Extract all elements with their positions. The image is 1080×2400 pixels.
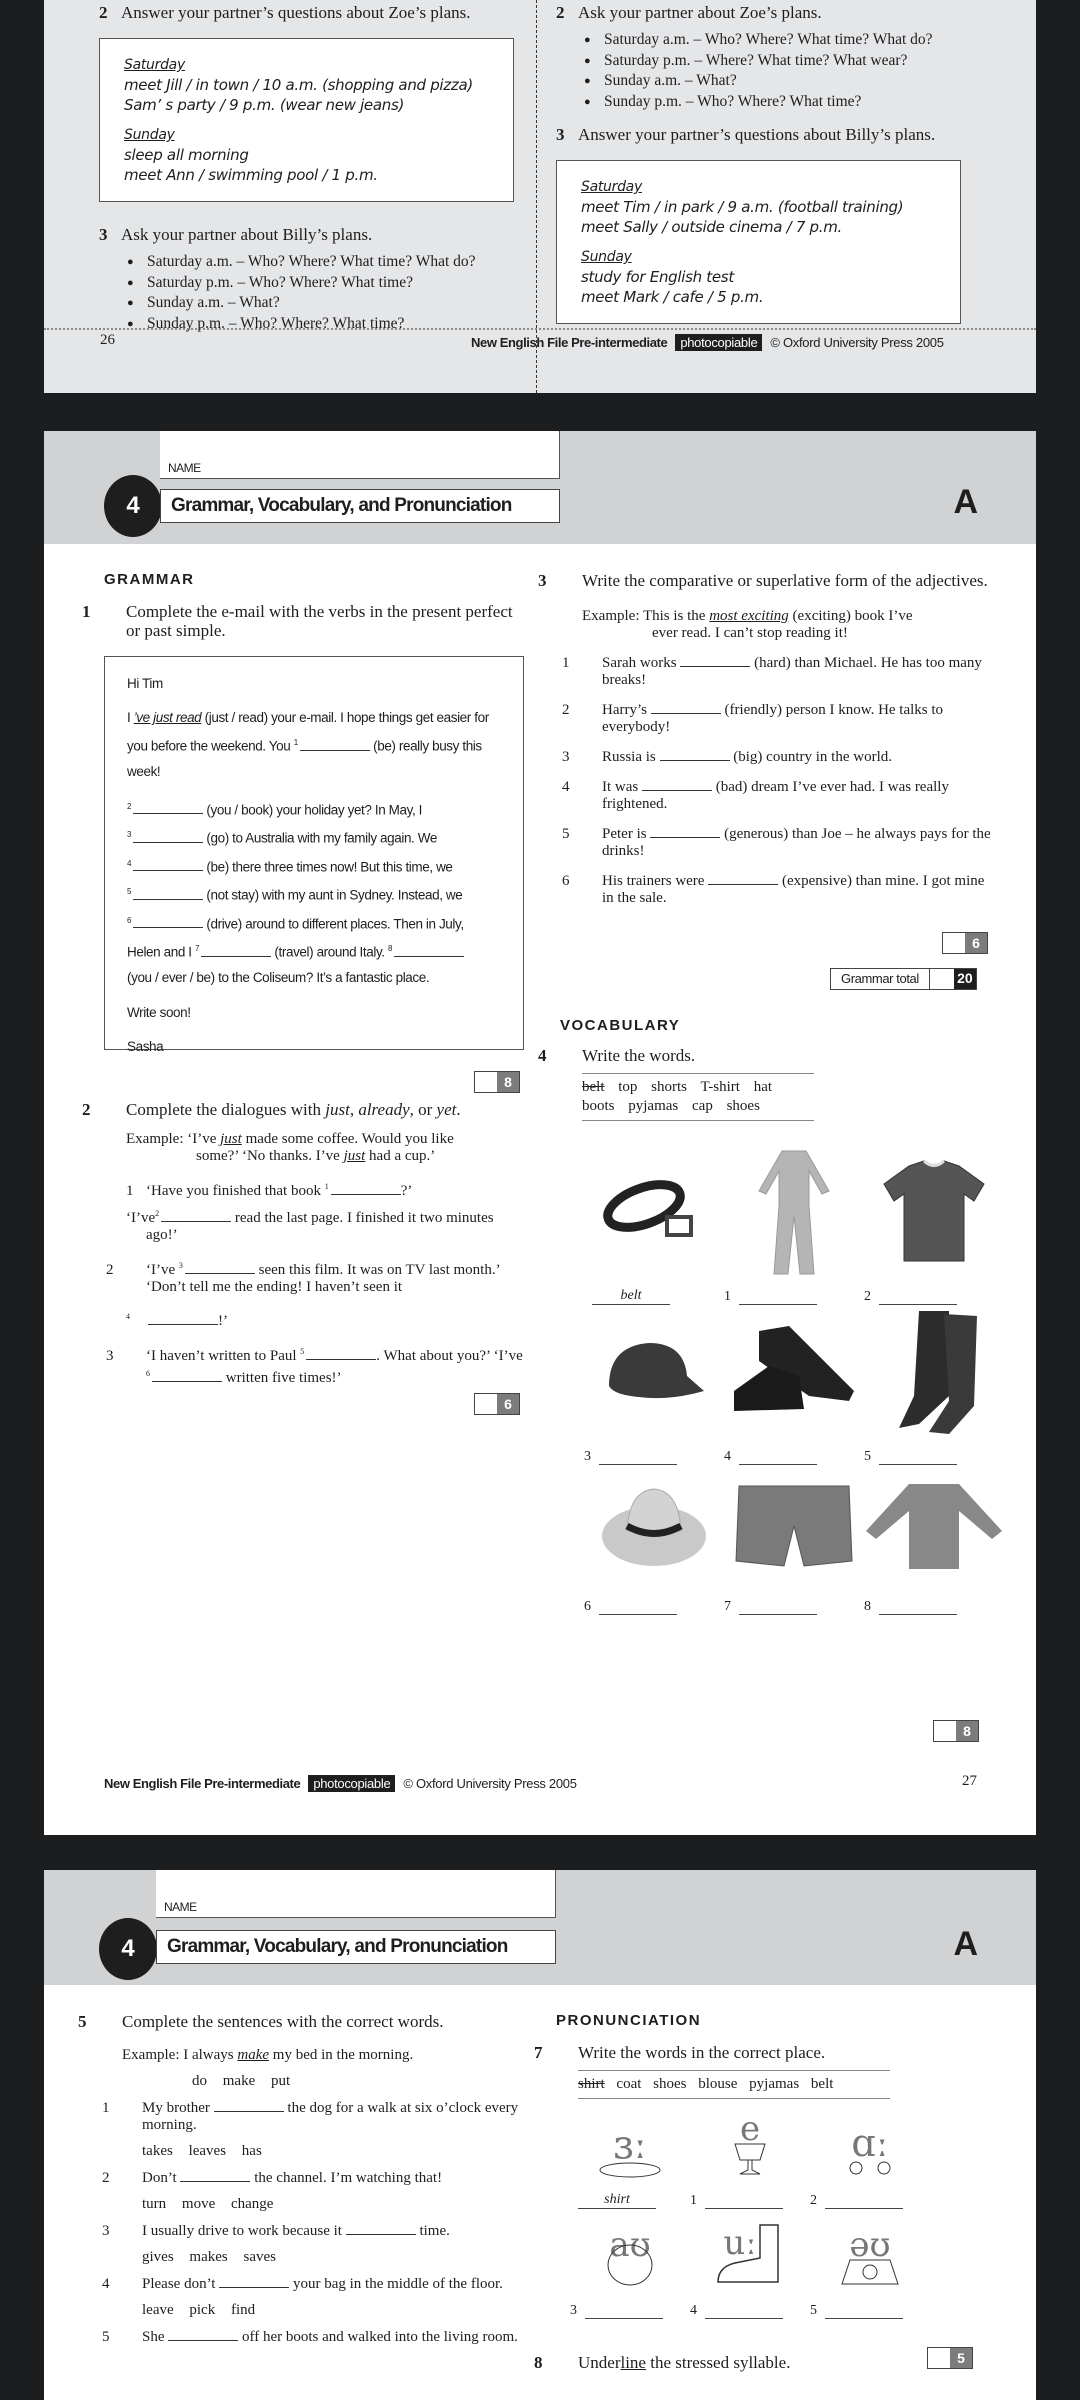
email-line: $^2$ (you / book) your holiday yet? In May, I — [127, 801, 423, 817]
answer-blank[interactable]: shirt — [578, 2193, 656, 2209]
answer-blank-8[interactable] — [394, 945, 464, 957]
zoe-question-list — [584, 30, 996, 112]
vocabulary-picture-grid — [584, 1151, 1004, 1621]
adjective-item: 5 Peter is (generous) than Joe – he always pays for the drinks! — [562, 826, 991, 859]
email-line: (you / ever / be) to the Coliseum? It’s a fantastic place. — [127, 969, 430, 985]
task-5-example: Example: I always make my bed in the morning. — [122, 2047, 414, 2063]
worksheet-header — [44, 1870, 1036, 1985]
task-7-instruction: 7 Write the words in the correct place. — [534, 2043, 826, 2062]
adjective-item: 3 Russia is (big) country in the world. — [562, 749, 892, 765]
answer-blank[interactable] — [331, 1183, 401, 1195]
picture-label — [570, 2185, 690, 2215]
list-item: ● Sunday p.m. – Who? Where? What time? — [584, 92, 996, 113]
sunday-label: Sunday — [581, 249, 632, 265]
picture-label: 1 — [690, 2185, 810, 2215]
task-2-score-box[interactable]: 6 — [474, 1393, 520, 1415]
list-item: ● Saturday p.m. – Who? Where? What time? — [127, 273, 569, 294]
worksheet-page-27 — [44, 431, 1036, 1835]
tshirt-image — [864, 1151, 1004, 1271]
answer-blank[interactable] — [705, 2303, 783, 2319]
picture-label: 3 — [570, 2295, 690, 2325]
dialogue-item: 2 ‘I’ve $^3$ seen this film. It was on TV last month.’ ‘Don’t tell me the ending! I haven’t seen it 4 !’ — [106, 1261, 500, 1329]
answer-blank[interactable] — [219, 2276, 289, 2288]
word-choices: do make put — [192, 2073, 291, 2089]
billy-question-list — [127, 252, 569, 334]
picture-label: 2 — [864, 1271, 1004, 1311]
answer-blank[interactable] — [152, 1370, 222, 1382]
task-2-heading: 2 Answer your partner’s questions about Zoe’s plans. — [99, 3, 471, 22]
footer: New English File Pre-intermediate photocopiable © Oxford University Press 2005 — [471, 335, 944, 350]
email-line: Helen and I $^7$ (travel) around Italy. $^8$ — [127, 936, 499, 965]
answer-blank[interactable] — [180, 2170, 250, 2182]
grammar-section-title: GRAMMAR — [104, 571, 195, 588]
answer-blank[interactable] — [306, 1348, 376, 1360]
egg-sound-image — [690, 2105, 810, 2185]
answer-blank[interactable] — [739, 1289, 817, 1305]
adjective-item: 6 His trainers were (expensive) than mine. I got mine in the sale. — [562, 873, 985, 906]
word-choices: turn move change — [142, 2196, 274, 2212]
svg-text:ɜː: ɜː — [613, 2122, 647, 2168]
adjective-item: 1 Sarah works (hard) than Michael. He has too many breaks! — [562, 655, 982, 688]
answer-blank[interactable] — [708, 873, 778, 885]
unit-badge: 4 — [99, 1918, 157, 1980]
answer-blank[interactable] — [879, 1289, 957, 1305]
footer: New English File Pre-intermediate photocopiable © Oxford University Press 2005 — [104, 1776, 577, 1791]
answer-blank-1[interactable] — [300, 739, 370, 751]
plan-line: study for English test — [581, 268, 734, 286]
sunday-label: Sunday — [124, 127, 175, 143]
email-line: $^3$ (go) to Australia with my family again. We — [127, 830, 437, 846]
worksheet-page-28 — [44, 1870, 1036, 2400]
picture-label: 8 — [864, 1581, 1004, 1621]
sentence-item: 1 My brother the dog for a walk at six o’clock every morning. — [102, 2100, 519, 2133]
answer-blank[interactable] — [879, 1599, 957, 1615]
task-2-example: Example: ‘I’ve just made some coffee. Would you like some?’ ‘No thanks. I’ve just had a cup.’ — [126, 1131, 454, 1164]
picture-label: 5 — [864, 1431, 1004, 1471]
belt-image — [584, 1151, 724, 1271]
hat-image — [584, 1471, 724, 1581]
answer-blank[interactable] — [660, 749, 730, 761]
task-3-score-box[interactable]: 6 — [942, 932, 988, 954]
adjective-item: 2 Harry’s (friendly) person I know. He talks to everybody! — [562, 702, 944, 735]
list-item: ● Sunday p.m. – Who? Where? What time? — [127, 314, 569, 335]
email-lines — [127, 794, 499, 990]
answer-blank[interactable] — [879, 1449, 957, 1465]
plan-line: sleep all morning — [124, 146, 249, 164]
list-item: ● Saturday a.m. – Who? Where? What time? What do? — [584, 30, 996, 51]
answer-blank[interactable] — [599, 1599, 677, 1615]
left-column — [78, 2012, 540, 2346]
list-item: ● Saturday a.m. – Who? Where? What time? What do? — [127, 252, 569, 273]
dialogue-item: 3 ‘I haven’t written to Paul $^5$ . What about you?’ ‘I’ve $^6$ written five times!’ — [106, 1347, 523, 1386]
boot-sound-image — [690, 2215, 810, 2295]
word-choices: gives makes saves — [142, 2249, 276, 2265]
student-a-column — [99, 0, 569, 334]
car-sound-image — [810, 2105, 930, 2185]
list-item: ● Sunday a.m. – What? — [584, 71, 996, 92]
example-answer: ’ve just read — [133, 710, 202, 725]
worksheet-header — [44, 431, 1036, 544]
picture-label — [584, 1271, 724, 1311]
top-image — [864, 1471, 1004, 1581]
photocopiable-badge: photocopiable — [675, 334, 762, 351]
answer-blank[interactable]: belt — [592, 1289, 670, 1305]
answer-blank-3[interactable] — [133, 831, 203, 843]
plan-line: meet Sally / outside cinema / 7 p.m. — [581, 218, 843, 236]
email-paragraph: I ’ve just read (just / read) your e-mail. I hope things get easier for you before the weekend. You $^1$ (be) really busy this week! — [127, 710, 489, 779]
picture-label: 4 — [724, 1431, 864, 1471]
picture-label: 6 — [584, 1581, 724, 1621]
answer-blank[interactable] — [705, 2193, 783, 2209]
answer-blank[interactable] — [651, 702, 721, 714]
sentence-item: 3 I usually drive to work because it time. — [102, 2223, 450, 2239]
answer-blank[interactable] — [214, 2100, 284, 2112]
saturday-label: Saturday — [581, 179, 642, 195]
email-signoff: Write soon! — [127, 1004, 191, 1020]
plan-line: meet Ann / swimming pool / 1 p.m. — [124, 166, 378, 184]
answer-blank[interactable] — [650, 826, 720, 838]
sentence-item: 4 Please don’t your bag in the middle of the floor. — [102, 2276, 503, 2292]
sentence-item: 5 She off her boots and walked into the living room. — [102, 2329, 518, 2345]
answer-blank[interactable] — [185, 1262, 255, 1274]
picture-label: 7 — [724, 1581, 864, 1621]
answer-blank[interactable] — [739, 1449, 817, 1465]
plan-line: meet Tim / in park / 9 a.m. (football training) — [581, 198, 904, 216]
answer-blank[interactable] — [642, 779, 712, 791]
sentence-item: 2 Don’t the channel. I’m watching that! — [102, 2170, 443, 2186]
version-letter: A — [953, 1925, 978, 1963]
answer-blank-4[interactable] — [133, 859, 203, 871]
word-choices: leave pick find — [142, 2302, 256, 2318]
email-signature: Sasha — [127, 1038, 164, 1054]
answer-blank[interactable] — [599, 1449, 677, 1465]
grammar-total-box[interactable]: Grammar total 20 — [830, 968, 977, 990]
right-column — [538, 571, 996, 1121]
email-greeting: Hi Tim — [127, 676, 163, 691]
page-number: 27 — [962, 1773, 977, 1789]
answer-blank[interactable] — [585, 2303, 663, 2319]
student-b-column — [556, 0, 996, 324]
dialogue-item: 1 ‘Have you finished that book $^1$ ?’ ‘$I’ve^2$ read the last page. I finished it two minutes ago!’ — [126, 1182, 494, 1243]
task-3-example: Example: This is the most exciting (exciting) book I’ve ever read. I can’t stop reading it! — [582, 608, 913, 641]
cap-image — [584, 1311, 724, 1431]
left-column — [82, 571, 524, 1387]
answer-blank[interactable] — [825, 2303, 903, 2319]
svg-text:əʊ: əʊ — [849, 2225, 891, 2265]
worksheet-title: Grammar, Vocabulary, and Pronunciation — [160, 489, 560, 523]
task-4-score-box[interactable]: 8 — [933, 1720, 979, 1742]
answer-blank-5[interactable] — [133, 888, 203, 900]
photocopiable-badge: photocopiable — [308, 1775, 395, 1792]
sound-picture-grid — [570, 2105, 996, 2325]
word-box: shirt coat shoes blouse pyjamas belt — [578, 2070, 890, 2099]
unit-badge: 4 — [104, 475, 162, 537]
picture-label: 5 — [810, 2295, 930, 2325]
svg-text:e: e — [739, 2110, 761, 2149]
picture-label: 1 — [724, 1271, 864, 1311]
task-2-instruction: 2 Complete the dialogues with just, already, or yet. — [82, 1100, 461, 1119]
worksheet-page-26 — [44, 0, 1036, 393]
shoes-image — [724, 1311, 864, 1431]
word-choices: takes leaves has — [142, 2143, 262, 2159]
right-column — [534, 2012, 996, 2372]
answer-blank[interactable] — [346, 2223, 416, 2235]
answer-blank[interactable] — [680, 655, 750, 667]
phone-sound-image — [810, 2215, 930, 2295]
word-box: belt top shorts T-shirt hat boots pyjamas cap shoes — [582, 1073, 814, 1121]
task-1-instruction: 1 Complete the e-mail with the verbs in the present perfect or past simple. — [82, 602, 513, 640]
task-8-instruction: 8 Underline the stressed syllable. — [534, 2353, 791, 2372]
answer-blank[interactable] — [148, 1313, 218, 1325]
task-5-instruction: 5 Complete the sentences with the correct words. — [78, 2012, 444, 2031]
svg-text:aʊ: aʊ — [609, 2225, 651, 2265]
task-2-heading: 2 Ask your partner about Zoe’s plans. — [556, 3, 822, 22]
svg-text:ɑː: ɑː — [851, 2121, 889, 2165]
adjective-item: 4 It was (bad) dream I’ve ever had. I was really frightened. — [562, 779, 949, 812]
owl-sound-image — [570, 2215, 690, 2295]
task-3-heading: 3 Ask your partner about Billy’s plans. — [99, 225, 373, 244]
task-4-instruction: 4 Write the words. — [538, 1046, 696, 1065]
email-box — [104, 656, 524, 1054]
plan-line: Sam’ s party / 9 p.m. (wear new jeans) — [124, 96, 405, 114]
answer-blank-6[interactable] — [133, 916, 203, 928]
answer-blank[interactable] — [168, 2329, 238, 2341]
task-1-score-box[interactable]: 8 — [474, 1071, 520, 1093]
plan-line: meet Mark / cafe / 5 p.m. — [581, 288, 764, 306]
pronunciation-section-title: PRONUNCIATION — [556, 2012, 702, 2029]
saturday-label: Saturday — [124, 57, 185, 73]
plan-line: meet Jill / in town / 10 a.m. (shopping and pizza) — [124, 76, 473, 94]
picture-label: 3 — [584, 1431, 724, 1471]
list-item: ● Saturday p.m. – Where? What time? What wear? — [584, 51, 996, 72]
answer-blank[interactable] — [739, 1599, 817, 1615]
zoe-plan-box — [99, 38, 514, 202]
pyjamas-image — [724, 1151, 864, 1271]
list-item: ● Sunday a.m. – What? — [127, 293, 569, 314]
bird-sound-image — [570, 2105, 690, 2185]
boots-image — [864, 1311, 1004, 1431]
answer-blank-7[interactable] — [201, 945, 271, 957]
picture-label: 2 — [810, 2185, 930, 2215]
worksheet-title: Grammar, Vocabulary, and Pronunciation — [156, 1930, 556, 1964]
name-field[interactable]: NAME — [160, 431, 560, 479]
task-3-instruction: 3 Write the comparative or superlative form of the adjectives. — [538, 571, 988, 590]
task-7-score-box[interactable]: 5 — [927, 2347, 973, 2369]
page-number: 26 — [100, 332, 115, 348]
answer-blank-2[interactable] — [133, 802, 203, 814]
task-3-heading: 3 Answer your partner’s questions about Billy’s plans. — [556, 125, 936, 144]
email-line: $^6$ (drive) around to different places. Then in July, — [127, 915, 464, 931]
answer-blank[interactable] — [825, 2193, 903, 2209]
answer-blank[interactable] — [161, 1210, 231, 1222]
email-line: $^4$ (be) there three times now! But this time, we — [127, 858, 453, 874]
email-line: $^5$ (not stay) with my aunt in Sydney. Instead, we — [127, 887, 463, 903]
picture-label: 4 — [690, 2295, 810, 2325]
name-field[interactable]: NAME — [156, 1870, 556, 1918]
billy-plan-box — [556, 160, 961, 324]
svg-text:uː: uː — [723, 2223, 757, 2263]
version-letter: A — [953, 483, 978, 521]
vocabulary-section-title: VOCABULARY — [560, 1017, 681, 1034]
shorts-image — [724, 1471, 864, 1581]
